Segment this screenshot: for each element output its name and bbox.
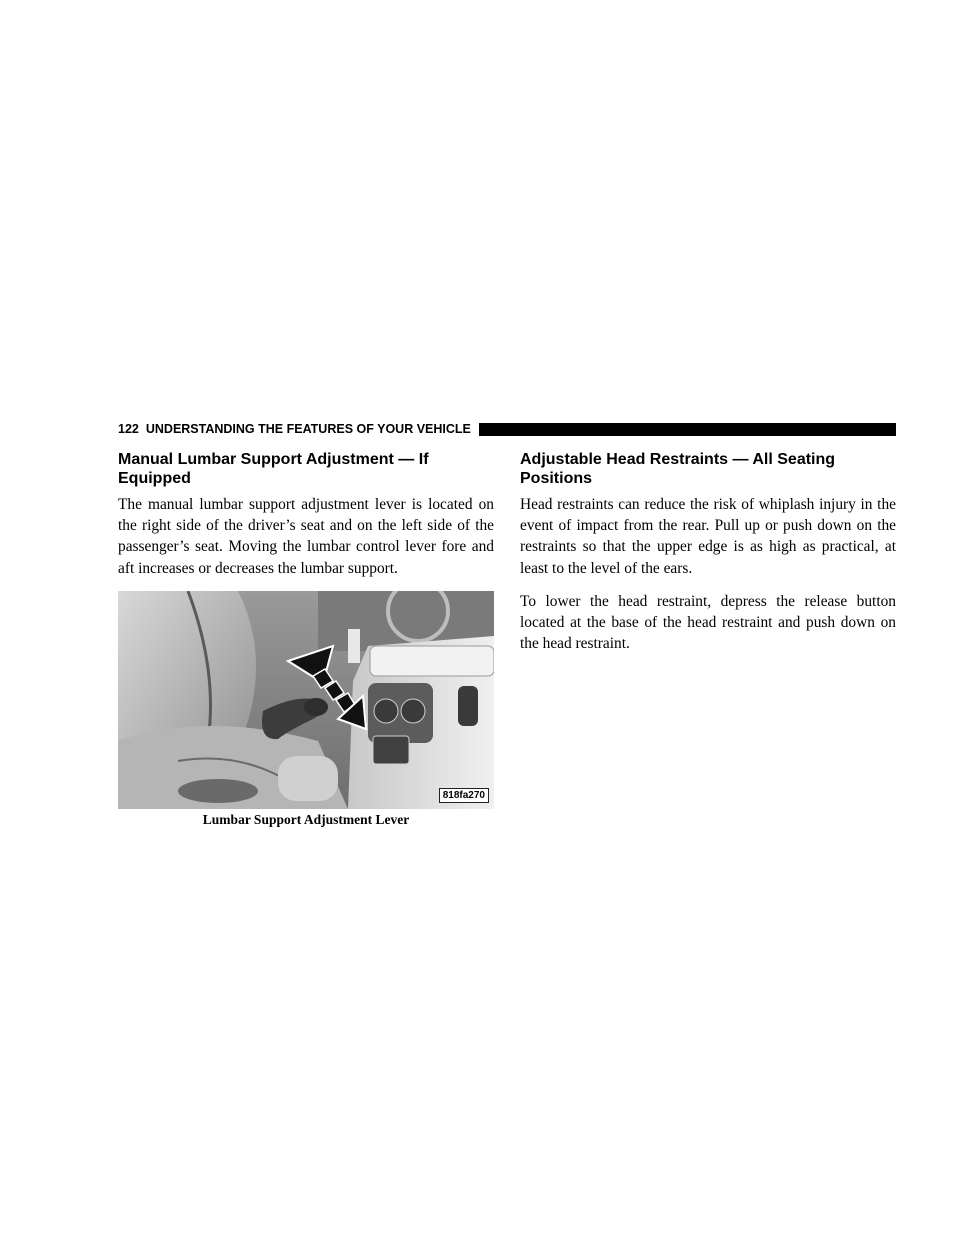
head-restraints-paragraph-1: Head restraints can reduce the risk of whiplash injury in the event of impact from the rear. Pull up or push down on the restraints so that the upper edge is as high as practical, at least to the level of the ears.: [520, 496, 896, 577]
lumbar-heading: Manual Lumbar Support Adjustment — If Equipped: [118, 451, 429, 487]
lumbar-lever-figure: [118, 591, 494, 809]
figure-caption: Lumbar Support Adjustment Lever: [202, 811, 410, 827]
page-header: [118, 421, 896, 437]
lumbar-paragraph: The manual lumbar support adjustment lever is located on the right side of the driver’s seat and on the left side of the passenger’s seat. Moving the lumbar control lever fore and aft increases or decreases the lumbar support.: [118, 496, 494, 577]
right-column: [520, 450, 896, 666]
header-rule: [479, 423, 896, 436]
lumbar-lever-illustration: [118, 591, 494, 809]
head-restraints-heading: Adjustable Head Restraints — All Seating Positions: [520, 451, 836, 487]
left-column: [118, 450, 494, 828]
head-restraints-paragraph-2: To lower the head restraint, depress the release button located at the base of the head restraint and push down on the head restraint.: [520, 592, 896, 653]
page-number: 122: [118, 422, 139, 436]
figure-code: 818fa270: [439, 788, 489, 803]
section-title: UNDERSTANDING THE FEATURES OF YOUR VEHICLE: [145, 422, 471, 436]
